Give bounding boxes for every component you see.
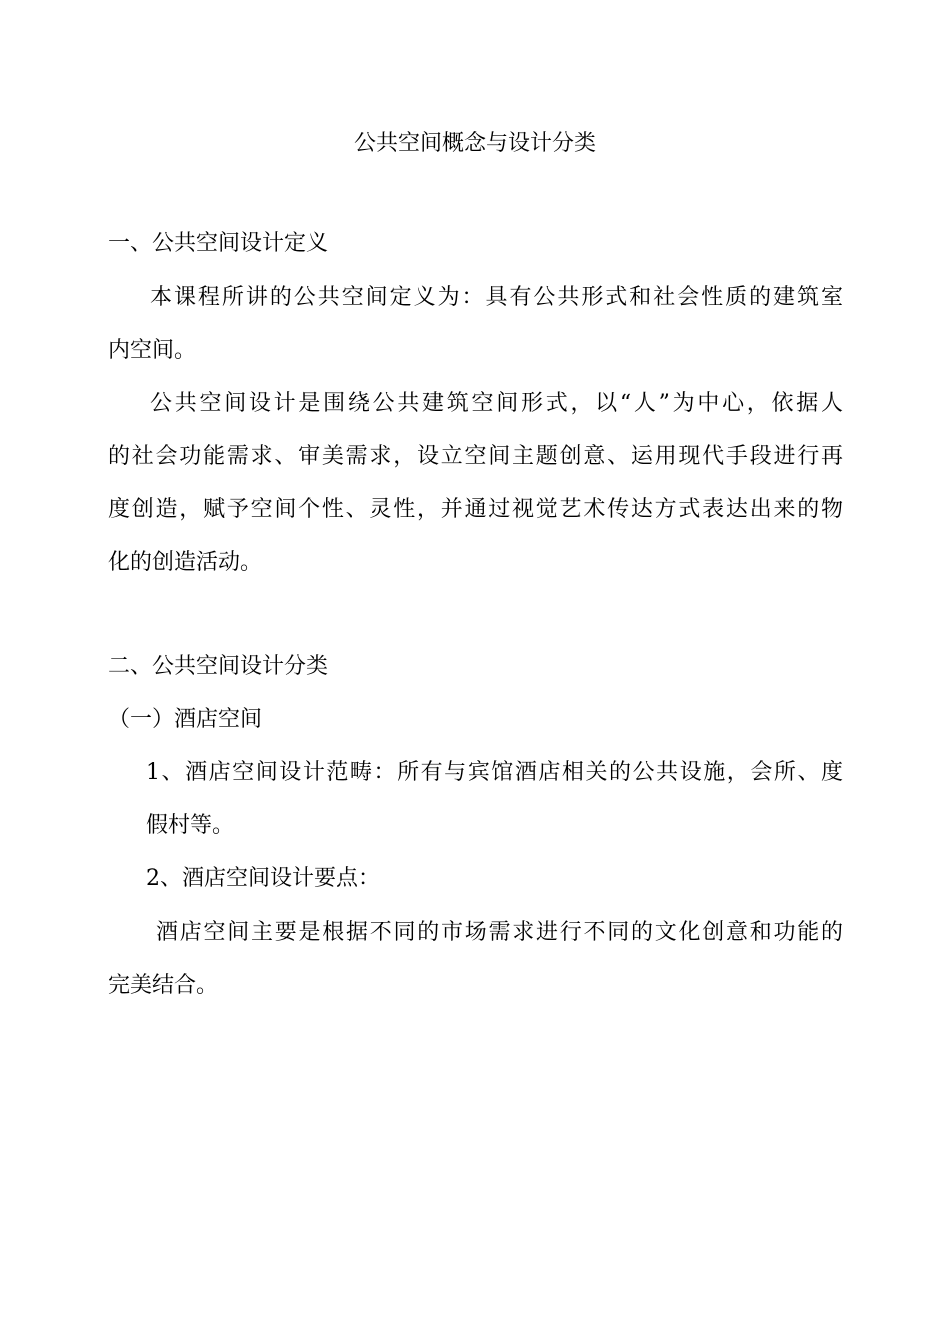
- list-item-line: 假村等。: [146, 813, 235, 838]
- list-item-line: 1、酒店空间设计范畴：所有与宾馆酒店相关的公共设施，会所、度: [146, 760, 843, 785]
- paragraph-line: 化的创造活动。: [108, 550, 263, 575]
- paragraph-line: 的社会功能需求、审美需求，设立空间主题创意、运用现代手段进行再: [108, 444, 843, 469]
- paragraph-line: 度创造，赋予空间个性、灵性，并通过视觉艺术传达方式表达出来的物: [108, 497, 843, 522]
- paragraph-line: 公共空间设计是围绕公共建筑空间形式，以“人”为中心，依据人: [150, 391, 843, 416]
- paragraph-line: 内空间。: [108, 338, 197, 363]
- section-heading-classification: 二、公共空间设计分类: [108, 654, 329, 679]
- subsection-heading-hotel-space: （一）酒店空间: [108, 707, 263, 732]
- paragraph-line: 本课程所讲的公共空间定义为：具有公共形式和社会性质的建筑室: [150, 285, 843, 310]
- document-title: 公共空间概念与设计分类: [353, 131, 596, 156]
- section-heading-definition: 一、公共空间设计定义: [108, 231, 329, 256]
- paragraph-line: 完美结合。: [108, 973, 219, 998]
- list-item-line: 2、酒店空间设计要点：: [146, 866, 380, 891]
- paragraph-line: 酒店空间主要是根据不同的市场需求进行不同的文化创意和功能的: [156, 920, 843, 945]
